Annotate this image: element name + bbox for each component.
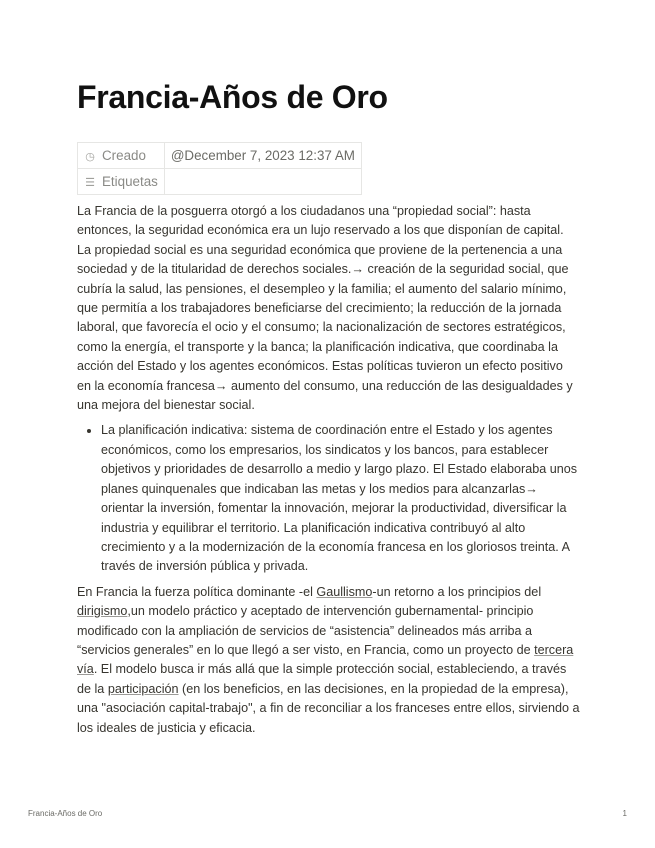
properties-table bbox=[77, 142, 362, 195]
bullet-list bbox=[77, 421, 580, 576]
clock-icon: ◷ bbox=[85, 151, 95, 163]
link-participacion[interactable]: participación bbox=[107, 681, 179, 696]
link-tercera-via[interactable]: tercera vía bbox=[77, 642, 574, 677]
page-title: Francia-Años de Oro bbox=[77, 79, 388, 115]
link-gaullismo[interactable]: Gaullismo bbox=[316, 584, 373, 599]
property-row-tags bbox=[78, 169, 362, 195]
text-segment: . El modelo busca ir más allá que la simple protección social, estableciendo, a través de la bbox=[77, 662, 567, 696]
property-value-tags[interactable] bbox=[164, 169, 361, 195]
property-row-created bbox=[78, 143, 362, 169]
document-body bbox=[77, 202, 580, 738]
footer-page-number: 1 bbox=[622, 809, 627, 818]
text-segment: En Francia la fuerza política dominante -el bbox=[77, 584, 317, 599]
link-dirigismo[interactable]: dirigismo bbox=[77, 604, 128, 619]
paragraph-gaullismo bbox=[77, 583, 580, 738]
list-icon: ☰ bbox=[85, 177, 95, 189]
property-key-created bbox=[78, 143, 165, 169]
paragraph-propiedad-social: La Francia de la posguerra otorgó a los ciudadanos una “propiedad social”: hasta entonces, la seguridad económica era un lujo reservado a los que disponían de capital. La propiedad social es una seguridad económica que proviene de la pertenencia a una sociedad y de la titularidad de derechos sociales.→ creación de la seguridad social, que cubría la salud, las pensiones, el desempleo y la familia; el aumento del salario mínimo, que permitía a los trabajadores beneficiarse del crecimiento; la reducción de la jornada laboral, que favorecía el ocio y el consumo; la nacionalización de sectores estratégicos, como la energía, el transporte y la banca; la planificación indicativa, que coordinaba la acción del Estado y los agentes económicos. Estas políticas tuvieron un efecto positivo en la economía francesa→ aumento del consumo, una reducción de las desigualdades y una mejora del bienestar social. bbox=[77, 204, 573, 413]
text-segment: ,un modelo práctico y aceptado de intervención gubernamental- principio modificado con la ampliación de servicios de “asistencia” delineados más arriba a “servicios generales” en lo que llegó a ser visto, en Francia, como un proyecto de bbox=[77, 604, 535, 657]
bullet-planificacion: • La planificación indicativa: sistema de coordinación entre el Estado y los agentes económicos, como los empresarios, los sindicatos y los bancos, para establecer objetivos y prioridades de desarrollo a medio y largo plazo. El Estado elaboraba unos planes quinquenales que indicaban las metas y los medios para alcanzarlas→ orientar la inversión, fomentar la innovación, mejorar la productividad, diversificar la industria y equilibrar el territorio. La planificación indicativa contribuyó al alto crecimiento y a la modernización de la economía francesa en los gloriosos treinta. A través de inversión pública y privada. bbox=[101, 421, 580, 576]
property-key-label: Creado bbox=[102, 148, 146, 163]
property-key-label: Etiquetas bbox=[102, 174, 158, 189]
property-key-tags bbox=[78, 169, 165, 195]
footer-title: Francia-Años de Oro bbox=[28, 809, 103, 818]
text-segment: -un retorno a los principios del bbox=[372, 584, 542, 599]
property-value-created[interactable]: @December 7, 2023 12:37 AM bbox=[164, 143, 361, 169]
text-segment: (en los beneficios, en las decisiones, en la propiedad de la empresa), una "asociación capital-trabajo", a fin de reconciliar a los franceses entre ellos, sirviendo a los ideales de justicia y eficacia. bbox=[77, 681, 580, 735]
